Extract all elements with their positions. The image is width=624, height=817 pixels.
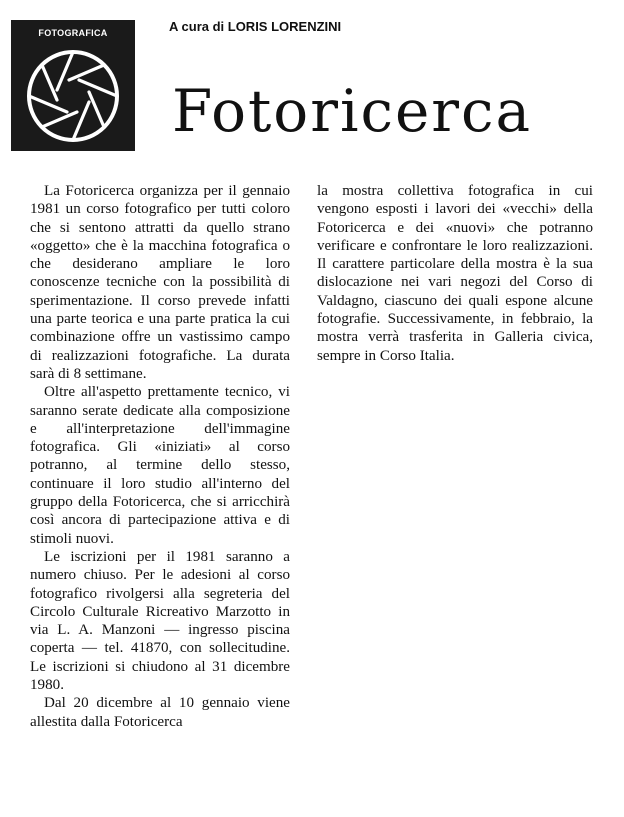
byline: A cura di LORIS LORENZINI — [169, 19, 342, 34]
article-paragraph: Dal 20 dicembre al 10 gennaio viene allestita dalla Fotoricerca — [30, 695, 290, 730]
article-column-left — [30, 182, 290, 731]
page-title: Fotoricerca — [172, 77, 533, 145]
logo-caption: FOTOGRAFICA — [38, 28, 108, 38]
fotografica-logo — [11, 20, 135, 151]
article-paragraph: la mostra collettiva fotografica in cui vengono esposti i lavori dei «vecchi» della Fotoricerca e dei «nuovi» che potranno verificare e confrontare le loro realizzazioni. Il carattere particolare della mostra è la sua dislocazione nei vari negozi del Corso di Valdagno, ciascuno dei quali espone alcune fotografie. Successivamente, in febbraio, la mostra verrà trasferita in Galleria civica, sempre in Corso Italia. — [317, 183, 593, 364]
camera-aperture-icon — [23, 46, 123, 146]
article-paragraph: La Fotoricerca organizza per il gennaio 1981 un corso fotografico per tutti coloro che si sentono attratti da quello strano «oggetto» che è la macchina fotografica o che desiderano ampliare le loro conoscenze tecniche con la possibilità di sperimentazione. Il corso prevede infatti una parte teorica e una parte pratica la cui combinazione offre un vastissimo campo di realizzazioni fotografiche. La durata sarà di 8 settimane. — [30, 183, 290, 382]
article-column-right — [317, 182, 593, 365]
article-paragraph: Oltre all'aspetto prettamente tecnico, vi saranno serate dedicate alla composizione e all'interpretazione dell'immagine fotografica. Gli «iniziati» al corso potranno, al termine dello stesso, continuare il loro studio all'interno del gruppo della Fotoricerca, che si arricchirà così ancora di partecipazione attiva e di stimoli nuovi. — [30, 384, 290, 547]
article-paragraph: Le iscrizioni per il 1981 saranno a numero chiuso. Per le adesioni al corso fotografico rivolgersi alla segreteria del Circolo Culturale Ricreativo Marzotto in via L. A. Manzoni — ingresso piscina coperta — tel. 41870, con sollecitudine. Le iscrizioni si chiudono al 31 dicembre 1980. — [30, 548, 290, 694]
